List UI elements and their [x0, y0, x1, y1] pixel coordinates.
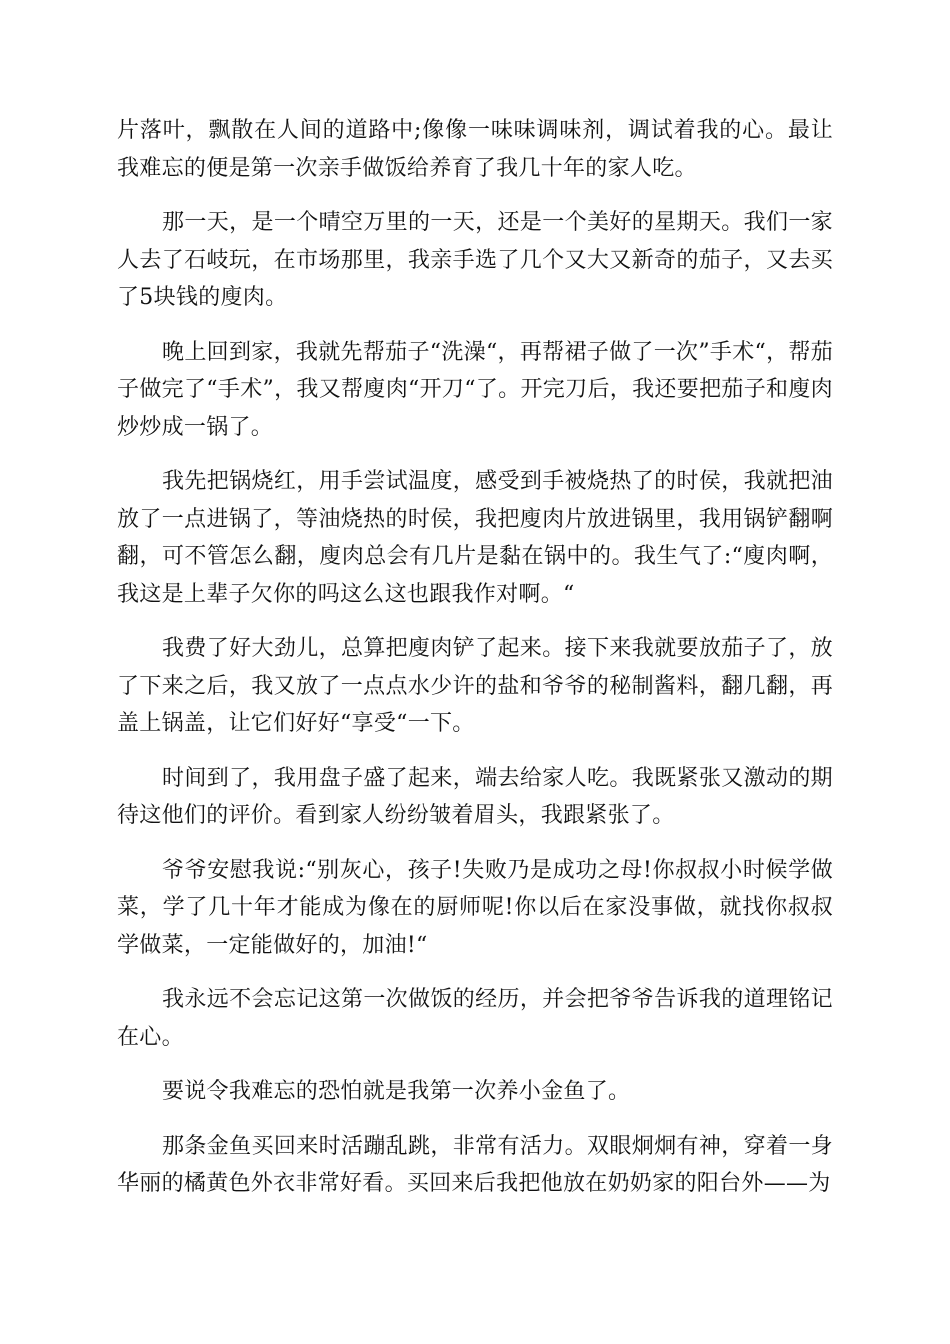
paragraph-2: 那一天，是一个晴空万里的一天，还是一个美好的星期天。我们一家人去了石岐玩，在市场那里，我亲手选了几个又大又新奇的茄子，又去买了5块钱的廋肉。 — [117, 210, 833, 310]
paragraph-3: 晚上回到家，我就先帮茄子“洗澡“，再帮裙子做了一次”手术“，帮茄子做完了“手术”，我又帮廋肉“开刀“了。开完刀后，我还要把茄子和廋肉炒炒成一锅了。 — [117, 339, 833, 440]
paragraph-5: 我费了好大劲儿，总算把廋肉铲了起来。接下来我就要放茄子了，放了下来之后，我又放了一点点水少许的盐和爷爷的秘制酱料，翻几翻，再盖上锅盖，让它们好好“享受“一下。 — [117, 636, 833, 736]
document-body — [117, 112, 833, 1220]
paragraph-9: 要说令我难忘的恐怕就是我第一次养小金鱼了。 — [162, 1079, 631, 1104]
paragraph-7: 爷爷安慰我说:“别灰心，孩子!失败乃是成功之母!你叔叔小时候学做菜，学了几十年才能成为像在的厨师呢!你以后在家没事做，就找你叔叔学做菜，一定能做好的，加油!“ — [117, 857, 833, 958]
paragraph-1: 片落叶，飘散在人间的道路中;像像一味味调味剂，调试着我的心。最让我难忘的便是第一次亲手做饭给养育了我几十年的家人吃。 — [117, 118, 833, 181]
paragraph-8: 我永远不会忘记这第一次做饭的经历，并会把爷爷告诉我的道理铭记在心。 — [117, 987, 833, 1050]
paragraph-6: 时间到了，我用盘子盛了起来，端去给家人吃。我既紧张又激动的期待这他们的评价。看到家人纷纷皱着眉头，我跟紧张了。 — [117, 765, 833, 828]
paragraph-10: 那条金鱼买回来时活蹦乱跳，非常有活力。双眼炯炯有神，穿着一身华丽的橘黄色外衣非常好看。买回来后我把他放在奶奶家的阳台外——为 — [117, 1133, 833, 1196]
paragraph-4: 我先把锅烧红，用手尝试温度，感受到手被烧热了的时侯，我就把油放了一点进锅了，等油烧热的时侯，我把廋肉片放进锅里，我用锅铲翻啊翻，可不管怎么翻，廋肉总会有几片是黏在锅中的。我生气了:“廋肉啊，我这是上辈子欠你的吗这么这也跟我作对啊。“ — [117, 469, 833, 607]
